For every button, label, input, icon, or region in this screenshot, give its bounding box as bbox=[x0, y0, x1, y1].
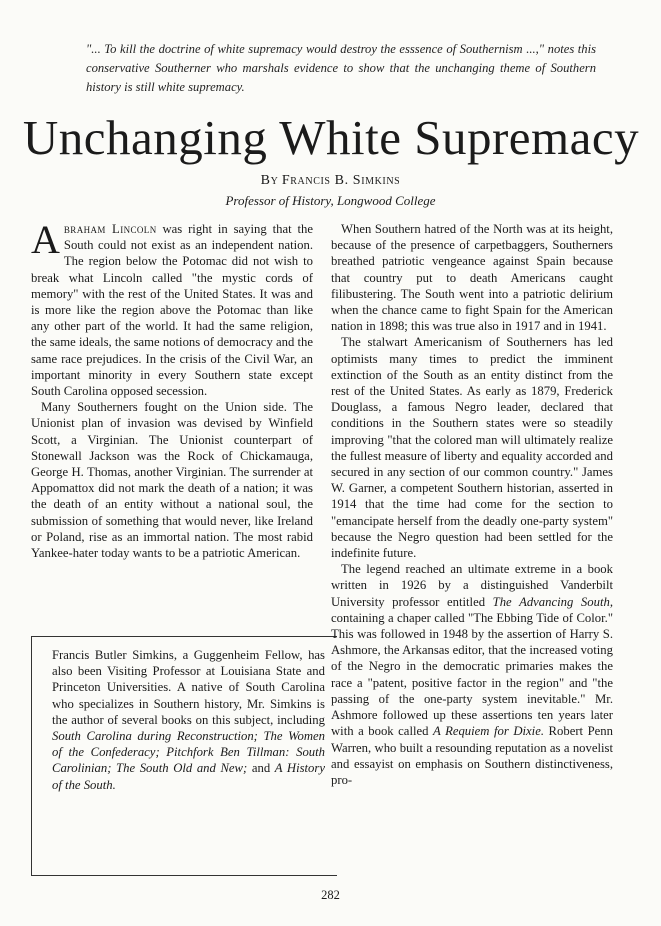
right-p3-text-a: The legend reached an ultimate extreme in a book written in 1926 by a distinguished Vanderbilt University professor entitled bbox=[331, 562, 613, 609]
author-bio-box bbox=[31, 636, 337, 876]
right-paragraph-2: The stalwart Americanism of Southerners has led optimists many times to predict the imminent extinction of the South as an entity distinct from the rest of the United States. As early as 1879, Frederick Douglass, a famous Negro leader, declared that conditions in the Southern states were so steadily improving "that the colored man will ultimately realize the fullest measure of liberty and equality accorded and secured in any section of our common country." James W. Garner, a competent Southern historian, asserted in 1914 that the time had come for the section to "emancipate herself from the deadly one-party system" because the Negro question had been settled for the indefinite future. bbox=[331, 335, 613, 561]
right-paragraph-1: When Southern hatred of the North was at its height, because of the presence of carpetbaggers, Southerners breathed patriotic vengeance against Spain because that country put to death Americans caught filibustering. The South went into a patriotic delirium when the chance came to fight Spain for the American nation in 1898; this was true also in 1917 and in 1941. bbox=[331, 222, 613, 334]
bio-books-1: South Carolina during Reconstruction; The Women of the Confederacy; Pitchfork Ben Tillman: South Carolinian; The South Old and New; bbox=[52, 729, 325, 776]
right-p3-text-c: Robert Penn Warren, who built a resounding reputation as a novelist and essayist on emphasis on Southern distinctiveness, pro- bbox=[331, 724, 613, 787]
author-bio-text bbox=[52, 647, 325, 793]
left-column bbox=[31, 217, 313, 561]
byline-author: Francis B. Simkins bbox=[281, 173, 401, 188]
article-title: Unchanging White Supremacy bbox=[22, 110, 640, 165]
author-affiliation: Professor of History, Longwood College bbox=[225, 193, 436, 208]
bio-books-2: A History of the South. bbox=[52, 761, 325, 792]
left-paragraph-2: Many Southerners fought on the Union side. The Unionist plan of invasion was devised by Winfield Scott, a Virginian. The Unionist counterpart of Stonewall Jackson was the Rock of Chickamauga, George H. Thomas, another Virginian. The surrender at Appomattox did not mark the death of a nation; it was the death of an entity without a national soul, the submission of something that would never, like Ireland or Poland, rise as an immortal nation. The most rabid Yankee-hater today wants to be a patriotic American. bbox=[31, 400, 313, 561]
page-number: 282 bbox=[321, 888, 340, 902]
left-paragraph-1-text: was right in saying that the South could not exist as an independent nation. The region below the Potomac did not wish to break what Lincoln called "the mystic cords of memory" with the rest of the United States. It was and is more like the region above the Potomac than like any other part of the world. It had the same religion, the same ideals, the same notions of democracy and the same race prejudices. In the crisis of the Civil War, an important minority in every Southern state except South Carolina opposed secession. bbox=[31, 222, 313, 399]
byline bbox=[0, 172, 661, 190]
right-p3-book-2: A Requiem for Dixie. bbox=[433, 724, 544, 739]
right-column bbox=[331, 221, 613, 788]
lead-in-words: braham Lincoln bbox=[63, 222, 157, 236]
right-p3-text-b: containing a chaper called "The Ebbing Tide of Color." This was followed in 1948 by the assertion of Harry S. Ashmore, the Arkansas editor, that the increased voting of the Negro in the democratic primaries makes the race a "patent, positive factor in the region" and "the passing of the one-party system inevitable." Mr. Ashmore followed up these assertions ten years later with a book called bbox=[331, 610, 613, 739]
drop-cap: A bbox=[31, 217, 60, 262]
byline-by: By bbox=[260, 173, 279, 188]
right-p3-book-1: The Advancing South, bbox=[492, 594, 613, 609]
bio-text-2: and bbox=[247, 761, 275, 776]
epigraph: "... To kill the doctrine of white supremacy would destroy the esssence of Southernism ...," notes this conservative Southerner who marshals evidence to show that the unchanging theme of Southern history is still white supremacy. bbox=[86, 42, 596, 94]
left-paragraph-1 bbox=[31, 217, 313, 399]
right-paragraph-3 bbox=[331, 561, 613, 788]
bio-text-1: Francis Butler Simkins, a Guggenheim Fellow, has also been Visiting Professor at Louisiana State and Princeton Universities. A native of South Carolina who specializes in Southern history, Mr. Simkins is the author of several books on this subject, including bbox=[52, 648, 325, 727]
